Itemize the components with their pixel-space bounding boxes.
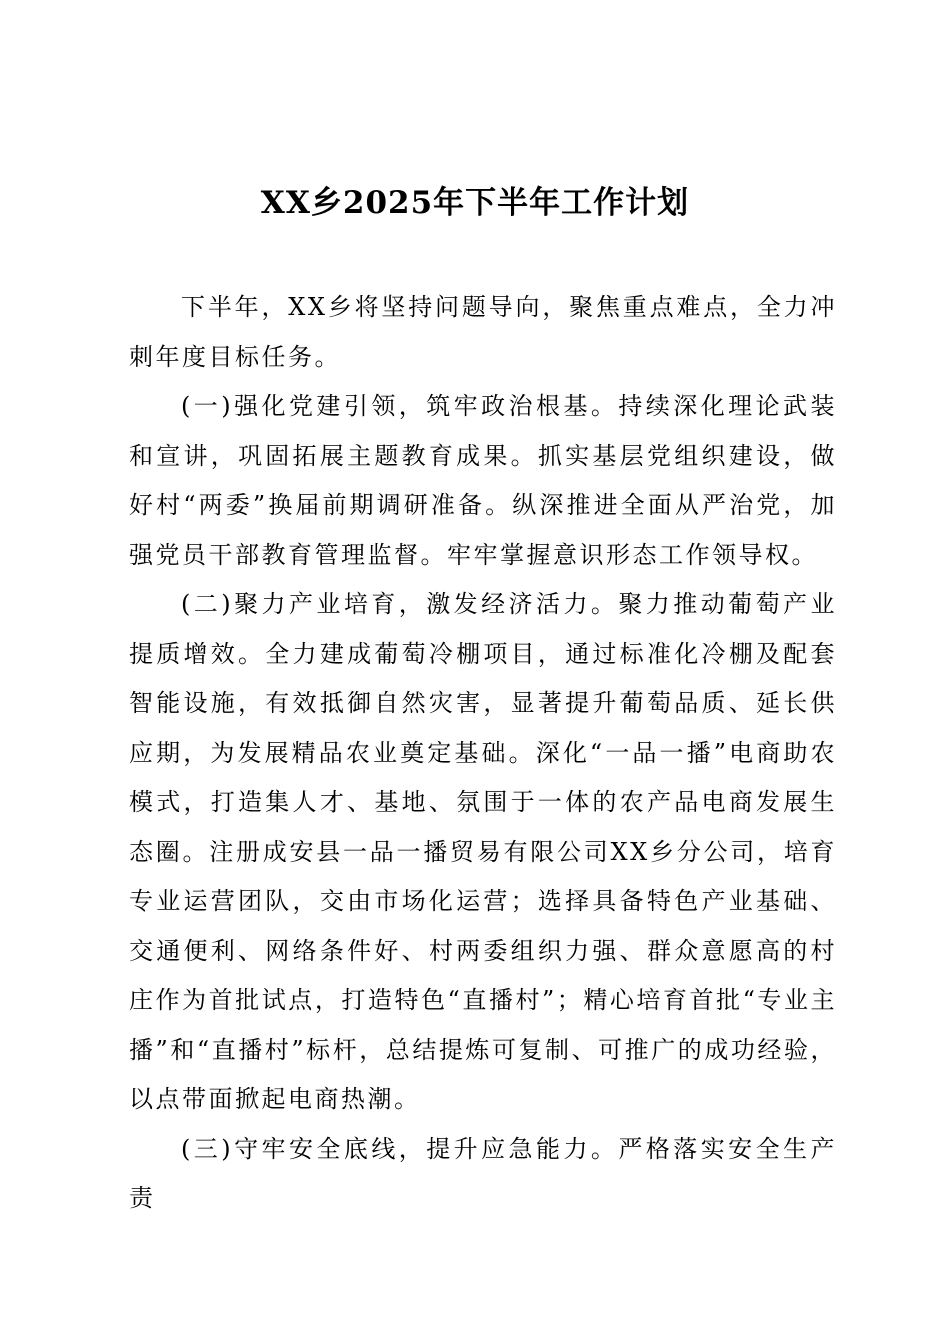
paragraph-intro: 下半年，XX乡将坚持问题导向，聚焦重点难点，全力冲刺年度目标任务。 — [129, 293, 837, 371]
document-body — [129, 283, 837, 1224]
paragraph-safety: (三)守牢安全底线，提升应急能力。严格落实安全生产责 — [129, 1134, 837, 1212]
document-title: XX乡2025年下半年工作计划 — [260, 185, 690, 221]
paragraph-industry: (二)聚力产业培育，激发经济活力。聚力推动葡萄产业提质增效。全力建成葡萄冷棚项目，通过标准化冷棚及配套智能设施，有效抵御自然灾害，显著提升葡萄品质、延长供应期，为发展精品农业奠定基础。深化“一品一播”电商助农模式，打造集人才、基地、氛围于一体的农产品电商发展生态圈。注册成安县一品一播贸易有限公司XX乡分公司，培育专业运营团队，交由市场化运营；选择具备特色产业基础、交通便利、网络条件好、村两委组织力强、群众意愿高的村庄作为首批试点，打造特色“直播村”；精心培育首批“专业主播”和“直播村”标杆，总结提炼可复制、可推广的成功经验，以点带面掀起电商热潮。 — [129, 590, 837, 1113]
paragraph-party-building: (一)强化党建引领，筑牢政治根基。持续深化理论武装和宣讲，巩固拓展主题教育成果。抓实基层党组织建设，做好村“两委”换届前期调研准备。纵深推进全面从严治党，加强党员干部教育管理监督。牢牢掌握意识形态工作领导权。 — [129, 392, 837, 569]
